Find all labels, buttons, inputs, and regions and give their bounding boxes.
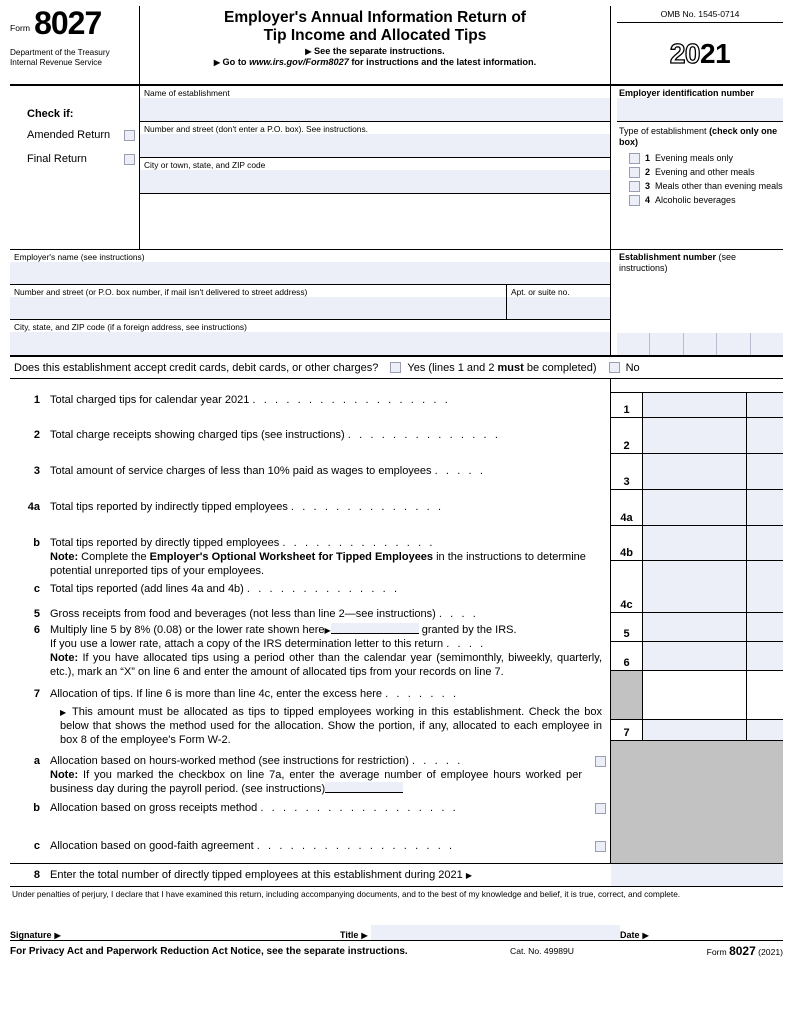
employer-city-label: City, state, and ZIP code (if a foreign address, see instructions) (14, 321, 247, 332)
answer-row-6-shaded (611, 671, 783, 720)
type-option-1[interactable] (617, 150, 783, 164)
right-arrow-icon: ▶ (305, 47, 312, 56)
header-title-block (140, 6, 611, 84)
form-number: 8027 (34, 5, 102, 41)
line-8-answer-input[interactable] (611, 864, 783, 886)
answer-shaded-left-block (611, 671, 643, 719)
answer-7-amount-input[interactable] (643, 720, 747, 740)
dept-irs-line: Internal Revenue Service (10, 58, 102, 67)
line-7-text: Allocation of tips. If line 6 is more than line 4c, enter the excess here . . . . . . . ▶ This amount must be allocated as tips to tipped employees working in this establishment. Check the box below that shows the method used for the allocation. Show the portion, if any, allocated to each employee in box 8 of the employee's Form W-2. (50, 687, 606, 747)
title-input[interactable] (371, 925, 621, 940)
answer-4b-number: 4b (611, 526, 643, 560)
answer-row-2[interactable] (611, 418, 783, 454)
answer-row-6[interactable] (611, 642, 783, 671)
type-option-4[interactable] (617, 192, 783, 206)
line-7b-row (10, 796, 610, 815)
answer-row-3[interactable] (611, 454, 783, 490)
employer-street-label: Number and street (or P.O. box number, if mail isn't delivered to street address) (14, 286, 308, 297)
type-label-normal: Type of establishment (619, 126, 710, 136)
final-return-checkbox[interactable] (124, 154, 135, 165)
type-option-3[interactable] (617, 178, 783, 192)
employer-apt-label: Apt. or suite no. (511, 286, 570, 297)
line-7-number: 7 (33, 688, 40, 700)
answer-row-1[interactable] (611, 393, 783, 418)
line-5-leader-dots: . . . . (438, 608, 479, 620)
right-arrow-icon: ▶ (213, 58, 220, 67)
type-option-3-number: 3 (645, 181, 651, 191)
line-7c-row (10, 815, 610, 863)
final-return-label: Final Return (27, 153, 87, 165)
line-4b-note: Note: Complete the Employer's Optional Worksheet for Tipped Employees in the instructions to determine potential unreported tips of your employees. (50, 551, 586, 577)
type-option-2-label: Evening and other meals (655, 167, 755, 177)
footer-form-number: 8027 (729, 944, 756, 958)
line-7c-text: Allocation based on good-faith agreement . . . . . . . . . . . . . . . . . . (50, 839, 606, 853)
line-7a-row (10, 747, 610, 796)
final-return-row[interactable] (10, 147, 139, 171)
line-7-row (10, 679, 610, 747)
answer-5-amount-input[interactable] (643, 613, 747, 641)
line-4b-row (10, 526, 610, 578)
form-title-line-2: Tip Income and Allocated Tips (263, 26, 487, 44)
ein-and-type-column (611, 86, 783, 249)
line-8-text: Enter the total number of directly tipped employees at this establishment during 2021 ▶ (50, 869, 472, 881)
establishment-name-input[interactable] (140, 98, 610, 122)
right-arrow-icon: ▶ (642, 931, 649, 940)
line-4a-number: 4a (27, 501, 40, 513)
line-7-subnote: ▶ This amount must be allocated as tips to tipped employees working in this establishment. Check the box below that shows the method used for the allocation. Show the portion, if any, allocated to each employee in box 8 of the employee's Form W-2. (60, 706, 602, 746)
tax-year-digits: 21 (700, 37, 731, 69)
employer-apt-cell[interactable] (506, 285, 610, 319)
line-8-number: 8 (33, 869, 40, 881)
employer-apt-input[interactable] (507, 297, 610, 320)
employer-name-row[interactable] (10, 250, 610, 285)
signature-bar (10, 921, 783, 941)
footer-form-identity (707, 944, 783, 958)
line-4b-number: b (33, 537, 40, 549)
ein-label: Employer identification number (619, 88, 755, 98)
line-1-text: Total charged tips for calendar year 2021 . . . . . . . . . . . . . . . . . . (50, 394, 451, 406)
answer-shaded-right-block (747, 671, 783, 719)
type-option-4-number: 4 (645, 195, 651, 205)
line-5-number: 5 (33, 608, 40, 620)
employer-city-cell[interactable] (10, 320, 610, 355)
date-label: Date (620, 930, 640, 940)
answer-row-4a[interactable] (611, 490, 783, 526)
answer-6-amount-input[interactable] (643, 642, 747, 670)
answer-2-amount-input[interactable] (643, 418, 747, 453)
credit-card-question-row (10, 357, 783, 379)
establishment-name-cell[interactable] (140, 86, 610, 122)
line-2-number: 2 (33, 429, 40, 441)
answer-row-5[interactable] (611, 613, 783, 642)
right-arrow-icon: ▶ (465, 871, 472, 880)
type-option-1-checkbox[interactable] (629, 153, 640, 164)
line-1-row (10, 379, 610, 418)
right-arrow-icon: ▶ (324, 626, 331, 635)
line-4c-text: Total tips reported (add lines 4a and 4b) . . . . . . . . . . . . . . (50, 583, 400, 595)
answer-3-amount-input[interactable] (643, 454, 747, 489)
establishment-number-digit-2[interactable] (650, 333, 683, 355)
right-arrow-icon: ▶ (54, 931, 61, 940)
title-field-group[interactable] (340, 925, 620, 940)
type-option-1-number: 1 (645, 153, 651, 163)
answer-6-number: 6 (611, 642, 643, 670)
employer-address-left (10, 250, 611, 355)
goto-suffix: for instructions and the latest information. (351, 57, 537, 67)
establishment-number-label-rest: (see instructions) (619, 252, 737, 273)
amended-return-label: Amended Return (27, 129, 111, 141)
answer-2-cents-input[interactable] (747, 418, 783, 453)
check-if-title: Check if: (27, 108, 74, 120)
type-option-4-label: Alcoholic beverages (655, 195, 736, 205)
answer-3-cents-input[interactable] (747, 454, 783, 489)
line-answer-column (611, 379, 783, 863)
type-option-1-label: Evening meals only (655, 153, 734, 163)
answer-3-number: 3 (611, 454, 643, 489)
employer-address-block (10, 250, 783, 357)
signature-field-group[interactable] (10, 930, 340, 940)
numbered-lines-block (10, 379, 783, 864)
perjury-statement: Under penalties of perjury, I declare that I have examined this return, including accompanying documents, and to the best of my knowledge and belief, it is true, correct, and complete. (12, 889, 681, 899)
answer-5-cents-input[interactable] (747, 613, 783, 641)
establishment-city-label: City or town, state, and ZIP code (144, 159, 266, 170)
line-1-number: 1 (33, 394, 40, 406)
answer-column-shaded-area (611, 741, 783, 863)
line-7-leader-dots: . . . . . . . (385, 688, 459, 700)
line-4c-row (10, 578, 610, 604)
employer-city-input[interactable] (10, 332, 610, 356)
irs-url-link[interactable]: www.irs.gov/Form8027 (249, 57, 349, 67)
line-7a-text: Allocation based on hours-worked method (see instructions for restriction) . . . . . Note: If you marked the checkbox on line 7a, enter the average number of employee hours worked per business day during the payroll period. (see instructions) (50, 754, 606, 796)
establishment-number-digit-5[interactable] (751, 333, 783, 355)
establishment-street-cell[interactable] (140, 122, 610, 158)
answer-4c-cents-input[interactable] (747, 561, 783, 612)
line-4c-leader-dots: . . . . . . . . . . . . . . (246, 583, 400, 595)
signature-spacer (10, 899, 783, 921)
credit-card-question-text: Does this establishment accept credit cards, debit cards, or other charges? (14, 361, 379, 374)
establishment-number-label-bold: Establishment number (619, 252, 719, 262)
line-7a-hours-input[interactable] (325, 782, 403, 793)
line-6-note: Note: If you have allocated tips using a period other than the calendar year (semimonthly, biweekly, quarterly, etc.), mark an “X” on line 6 and enter the amount of allocated tips from your records on line 7. (50, 652, 602, 678)
line-7a-leader-dots: . . . . . (411, 755, 463, 767)
employer-street-cell[interactable] (10, 285, 506, 319)
see-instructions-text: See the separate instructions. (314, 46, 445, 56)
answer-4c-number: 4c (611, 561, 643, 612)
employer-street-row[interactable] (10, 285, 610, 320)
answer-1-amount-input[interactable] (643, 393, 747, 417)
answer-4a-number: 4a (611, 490, 643, 525)
line-7b-leader-dots: . . . . . . . . . . . . . . . . . . (260, 802, 459, 814)
line-4a-leader-dots: . . . . . . . . . . . . . . (290, 501, 444, 513)
amended-return-checkbox[interactable] (124, 130, 135, 141)
privacy-act-notice: For Privacy Act and Paperwork Reduction Act Notice, see the separate instructions. (10, 945, 408, 957)
type-option-3-checkbox[interactable] (629, 181, 640, 192)
establishment-address-column (140, 86, 611, 249)
employer-city-row[interactable] (10, 320, 610, 355)
check-if-column (10, 86, 140, 249)
answer-7-cents-input[interactable] (747, 720, 783, 740)
ein-input[interactable] (617, 98, 783, 121)
line-3-text: Total amount of service charges of less than 10% paid as wages to employees . . . . . (50, 465, 486, 477)
line-3-row (10, 454, 610, 490)
answer-7-number: 7 (611, 720, 643, 740)
line-4b-leader-dots: . . . . . . . . . . . . . . (282, 537, 436, 549)
line-4a-row (10, 490, 610, 526)
answer-4a-cents-input[interactable] (747, 490, 783, 525)
line-2-text: Total charge receipts showing charged tips (see instructions) . . . . . . . . . . . . . . (50, 429, 501, 441)
tax-year (617, 23, 783, 84)
footer-form-year: (2021) (758, 947, 783, 957)
line-6-leader-dots: . . . . (446, 638, 486, 650)
line-6-rate-input[interactable] (331, 623, 419, 634)
line-6-text: Multiply line 5 by 8% (0.08) or the lower rate shown here▶ granted by the IRS. If you use a lower rate, attach a copy of the IRS determination letter to this return . . . . Note: If you have allocated tips using a period other than the calendar year (semimonthly, biweekly, quarterly, etc.), mark an “X” on line 6 and enter the amount of allocated tips from your records on line 7. (50, 623, 606, 679)
type-option-2[interactable] (617, 164, 783, 178)
see-instructions-note (146, 46, 604, 56)
type-label-bold: (check only one box) (619, 126, 778, 147)
credit-card-no-label: No (625, 361, 640, 374)
line-7c-leader-dots: . . . . . . . . . . . . . . . . . . (256, 840, 455, 852)
line-7b-number: b (33, 802, 40, 814)
line-6-number: 6 (33, 624, 40, 636)
employer-street-input[interactable] (10, 297, 506, 320)
type-option-3-label: Meals other than evening meals (655, 181, 783, 191)
form-footer (10, 941, 783, 958)
line-2-row (10, 418, 610, 454)
answer-4a-amount-input[interactable] (643, 490, 747, 525)
line-4c-number: c (33, 583, 40, 595)
amended-return-row[interactable] (10, 123, 139, 147)
establishment-street-input[interactable] (140, 134, 610, 158)
date-field-group[interactable] (620, 930, 783, 940)
establishment-city-cell[interactable] (140, 158, 610, 194)
line-4a-text: Total tips reported by indirectly tipped employees . . . . . . . . . . . . . . (50, 501, 444, 513)
line-text-column (10, 379, 611, 863)
establishment-number-digit-3[interactable] (684, 333, 717, 355)
establishment-number-column (611, 250, 783, 355)
type-of-establishment-label (617, 122, 783, 150)
line-7a-note: Note: If you marked the checkbox on line 7a, enter the average number of employee hours worked per business day during the payroll period. (see instructions) (50, 769, 582, 795)
employer-name-cell[interactable] (10, 250, 610, 284)
answer-1-cents-input[interactable] (747, 393, 783, 417)
type-option-2-number: 2 (645, 167, 651, 177)
establishment-number-label (617, 250, 783, 274)
form-word-label: Form (10, 23, 31, 33)
establishment-number-digit-1[interactable] (617, 333, 650, 355)
catalog-number: Cat. No. 49989U (510, 946, 575, 956)
employer-name-label: Employer's name (see instructions) (14, 251, 145, 262)
line-3-leader-dots: . . . . . (434, 465, 486, 477)
line-8-row (10, 864, 611, 886)
form-header (10, 6, 783, 86)
answer-4b-amount-input[interactable] (643, 526, 747, 560)
line-7a-checkbox[interactable] (595, 756, 606, 767)
line-2-leader-dots: . . . . . . . . . . . . . . (347, 429, 501, 441)
answer-row-4c[interactable] (611, 561, 783, 613)
answer-2-number: 2 (611, 418, 643, 453)
tax-year-century: 20 (669, 37, 700, 69)
credit-card-yes-checkbox[interactable] (390, 362, 401, 373)
establishment-block (10, 86, 783, 250)
establishment-number-digit-4[interactable] (717, 333, 750, 355)
type-option-2-checkbox[interactable] (629, 167, 640, 178)
answer-5-number: 5 (611, 613, 643, 641)
header-omb-year (611, 6, 783, 84)
line-6-row (10, 623, 610, 679)
right-arrow-icon: ▶ (361, 931, 368, 940)
ein-cell[interactable] (617, 86, 783, 122)
footer-form-word: Form (706, 947, 727, 957)
answer-row-7[interactable] (611, 720, 783, 741)
establishment-name-label: Name of establishment (144, 87, 230, 98)
credit-card-no-checkbox[interactable] (609, 362, 620, 373)
line-7b-text: Allocation based on gross receipts method . . . . . . . . . . . . . . . . . . (50, 801, 606, 815)
line-7c-number: c (33, 840, 40, 852)
answer-6-cents-input[interactable] (747, 642, 783, 670)
title-label: Title (340, 930, 359, 940)
header-form-identity (10, 6, 140, 84)
establishment-number-input[interactable] (617, 333, 783, 355)
line-1-leader-dots: . . . . . . . . . . . . . . . . . . (252, 394, 451, 406)
answer-shaded-mid-block (643, 671, 747, 719)
type-option-4-checkbox[interactable] (629, 195, 640, 206)
signature-label: Signature (10, 930, 52, 940)
answer-row-4b[interactable] (611, 526, 783, 561)
line-5-row (10, 604, 610, 623)
answer-spacer-top (611, 379, 783, 393)
answer-4b-cents-input[interactable] (747, 526, 783, 560)
line-3-number: 3 (33, 465, 40, 477)
answer-1-number: 1 (611, 393, 643, 417)
establishment-spare-cell (140, 194, 610, 249)
employer-name-input[interactable] (10, 262, 610, 285)
right-arrow-icon: ▶ (60, 708, 68, 717)
line-7c-checkbox[interactable] (595, 841, 606, 852)
answer-4c-amount-input[interactable] (643, 561, 747, 612)
establishment-city-input[interactable] (140, 170, 610, 194)
dept-treasury-line: Department of the Treasury (10, 48, 110, 57)
line-5-text: Gross receipts from food and beverages (not less than line 2—see instructions) . . . . (50, 608, 479, 620)
form-title-line-1: Employer's Annual Information Return of (224, 9, 526, 26)
line-7a-number: a (33, 755, 40, 767)
goto-url-note (146, 57, 604, 67)
line-7b-checkbox[interactable] (595, 803, 606, 814)
goto-prefix: Go to (222, 57, 247, 67)
line-8-block (10, 864, 783, 887)
establishment-street-label: Number and street (don't enter a P.O. box). See instructions. (144, 123, 368, 134)
line-4b-text: Total tips reported by directly tipped employees . . . . . . . . . . . . . . Note: Complete the Employer's Optional Worksheet for Tipped Employees in the instructions to determine potential unreported tips of your employees. (50, 536, 606, 578)
credit-card-yes-label: Yes (lines 1 and 2 must be completed) (407, 361, 597, 374)
omb-number: OMB No. 1545-0714 (617, 6, 783, 23)
